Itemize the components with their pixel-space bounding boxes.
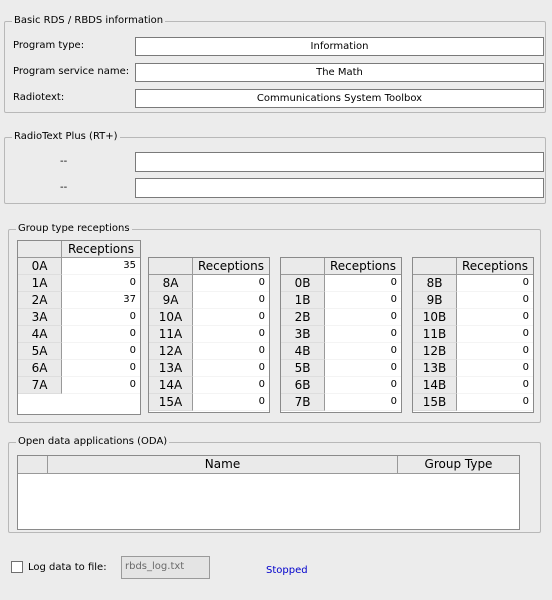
table-row[interactable]: [281, 394, 401, 411]
table-row[interactable]: [413, 275, 533, 292]
table-row[interactable]: [413, 292, 533, 309]
group-type-label: 2B: [281, 309, 325, 326]
oda-name-header[interactable]: Name: [48, 456, 398, 474]
group-type-label: 12A: [149, 343, 193, 360]
rtplus-title: RadioText Plus (RT+): [14, 131, 118, 142]
reception-count: 0: [457, 309, 533, 326]
reception-count: 0: [457, 343, 533, 360]
reception-count: 0: [325, 326, 401, 343]
reception-count: 0: [62, 309, 140, 326]
reception-count: 0: [193, 309, 269, 326]
group-type-label: 1B: [281, 292, 325, 309]
group-type-label: 11B: [413, 326, 457, 343]
reception-count: 0: [325, 292, 401, 309]
table-row[interactable]: [413, 343, 533, 360]
group-type-label: 4B: [281, 343, 325, 360]
reception-count: 0: [62, 377, 140, 394]
reception-count: 0: [193, 326, 269, 343]
rtplus-label-2: --: [60, 182, 68, 193]
group-type-label: 7A: [18, 377, 62, 394]
group-types-title: Group type receptions: [18, 223, 130, 234]
reception-count: 0: [193, 394, 269, 411]
oda-corner: [18, 456, 48, 474]
table-row[interactable]: [413, 309, 533, 326]
reception-count: 0: [325, 360, 401, 377]
reception-count: 0: [325, 309, 401, 326]
table-row[interactable]: [18, 360, 140, 377]
table-row[interactable]: [149, 377, 269, 394]
reception-count: 0: [193, 292, 269, 309]
reception-count: 0: [325, 394, 401, 411]
reception-count: 0: [193, 343, 269, 360]
receptions-header: Receptions: [193, 258, 269, 275]
program-type-label: Program type:: [13, 40, 85, 51]
table-corner: [149, 258, 193, 275]
group-table-8b-15b: [412, 257, 534, 413]
group-type-label: 14B: [413, 377, 457, 394]
receptions-header: Receptions: [457, 258, 533, 275]
reception-count: 0: [62, 360, 140, 377]
group-type-label: 1A: [18, 275, 62, 292]
reception-count: 0: [62, 275, 140, 292]
table-row[interactable]: [18, 275, 140, 292]
table-row[interactable]: [281, 309, 401, 326]
reception-count: 0: [457, 394, 533, 411]
reception-count: 0: [193, 377, 269, 394]
group-type-label: 14A: [149, 377, 193, 394]
rtplus-label-1: --: [60, 156, 68, 167]
group-type-label: 13A: [149, 360, 193, 377]
ps-name-field: The Math: [135, 63, 544, 82]
reception-count: 0: [457, 326, 533, 343]
reception-count: 0: [457, 360, 533, 377]
table-row[interactable]: [149, 326, 269, 343]
reception-count: 0: [193, 275, 269, 292]
log-status: Stopped: [266, 565, 308, 576]
group-type-label: 0A: [18, 258, 62, 275]
group-type-label: 3B: [281, 326, 325, 343]
rtplus-field-2: [135, 178, 544, 198]
table-row[interactable]: [281, 360, 401, 377]
table-row[interactable]: [18, 309, 140, 326]
group-type-label: 7B: [281, 394, 325, 411]
ps-name-label: Program service name:: [13, 66, 130, 77]
group-table-0b-7b: [280, 257, 402, 413]
table-row[interactable]: [18, 343, 140, 360]
table-row[interactable]: [413, 360, 533, 377]
log-filename-field[interactable]: rbds_log.txt: [121, 556, 210, 579]
table-row[interactable]: [149, 343, 269, 360]
group-type-label: 10A: [149, 309, 193, 326]
table-row[interactable]: [18, 258, 140, 275]
group-type-label: 11A: [149, 326, 193, 343]
group-type-label: 2A: [18, 292, 62, 309]
table-row[interactable]: [149, 292, 269, 309]
group-type-label: 6B: [281, 377, 325, 394]
reception-count: 0: [325, 275, 401, 292]
table-row[interactable]: [281, 343, 401, 360]
group-type-label: 10B: [413, 309, 457, 326]
table-corner: [18, 241, 62, 258]
table-row[interactable]: [149, 394, 269, 411]
receptions-header: Receptions: [325, 258, 401, 275]
log-checkbox[interactable]: [11, 561, 23, 573]
group-type-label: 15A: [149, 394, 193, 411]
table-corner: [281, 258, 325, 275]
group-type-label: 0B: [281, 275, 325, 292]
group-type-label: 8A: [149, 275, 193, 292]
group-table-0a-7a: [17, 240, 141, 415]
table-row[interactable]: [149, 275, 269, 292]
group-type-label: 13B: [413, 360, 457, 377]
program-type-field: Information: [135, 37, 544, 56]
group-type-label: 3A: [18, 309, 62, 326]
reception-count: 0: [62, 326, 140, 343]
reception-count: 0: [457, 292, 533, 309]
basic-info-title: Basic RDS / RBDS information: [14, 15, 164, 26]
table-row[interactable]: [281, 377, 401, 394]
table-row[interactable]: [149, 309, 269, 326]
receptions-header: Receptions: [62, 241, 140, 258]
reception-count: 37: [62, 292, 140, 309]
table-row[interactable]: [281, 326, 401, 343]
reception-count: 0: [457, 275, 533, 292]
radiotext-label: Radiotext:: [13, 92, 65, 103]
group-type-label: 4A: [18, 326, 62, 343]
reception-count: 0: [325, 377, 401, 394]
table-row[interactable]: [413, 394, 533, 411]
group-type-label: 8B: [413, 275, 457, 292]
log-checkbox-label: Log data to file:: [28, 562, 107, 573]
group-type-label: 5B: [281, 360, 325, 377]
radiotext-field: Communications System Toolbox: [135, 89, 544, 108]
oda-group-type-header[interactable]: Group Type: [398, 456, 519, 474]
table-row[interactable]: [281, 292, 401, 309]
oda-table[interactable]: [17, 455, 520, 530]
table-row[interactable]: [413, 377, 533, 394]
group-type-label: 9A: [149, 292, 193, 309]
group-type-label: 9B: [413, 292, 457, 309]
reception-count: 0: [62, 343, 140, 360]
table-row[interactable]: [18, 377, 140, 394]
reception-count: 0: [457, 377, 533, 394]
group-type-label: 12B: [413, 343, 457, 360]
group-type-label: 15B: [413, 394, 457, 411]
table-row[interactable]: [18, 292, 140, 309]
group-type-label: 5A: [18, 343, 62, 360]
table-row[interactable]: [413, 326, 533, 343]
oda-title: Open data applications (ODA): [18, 436, 168, 447]
rtplus-field-1: [135, 152, 544, 172]
table-row[interactable]: [281, 275, 401, 292]
group-type-label: 6A: [18, 360, 62, 377]
table-row[interactable]: [18, 326, 140, 343]
reception-count: 35: [62, 258, 140, 275]
reception-count: 0: [325, 343, 401, 360]
group-table-8a-15a: [148, 257, 270, 413]
table-corner: [413, 258, 457, 275]
table-row[interactable]: [149, 360, 269, 377]
reception-count: 0: [193, 360, 269, 377]
